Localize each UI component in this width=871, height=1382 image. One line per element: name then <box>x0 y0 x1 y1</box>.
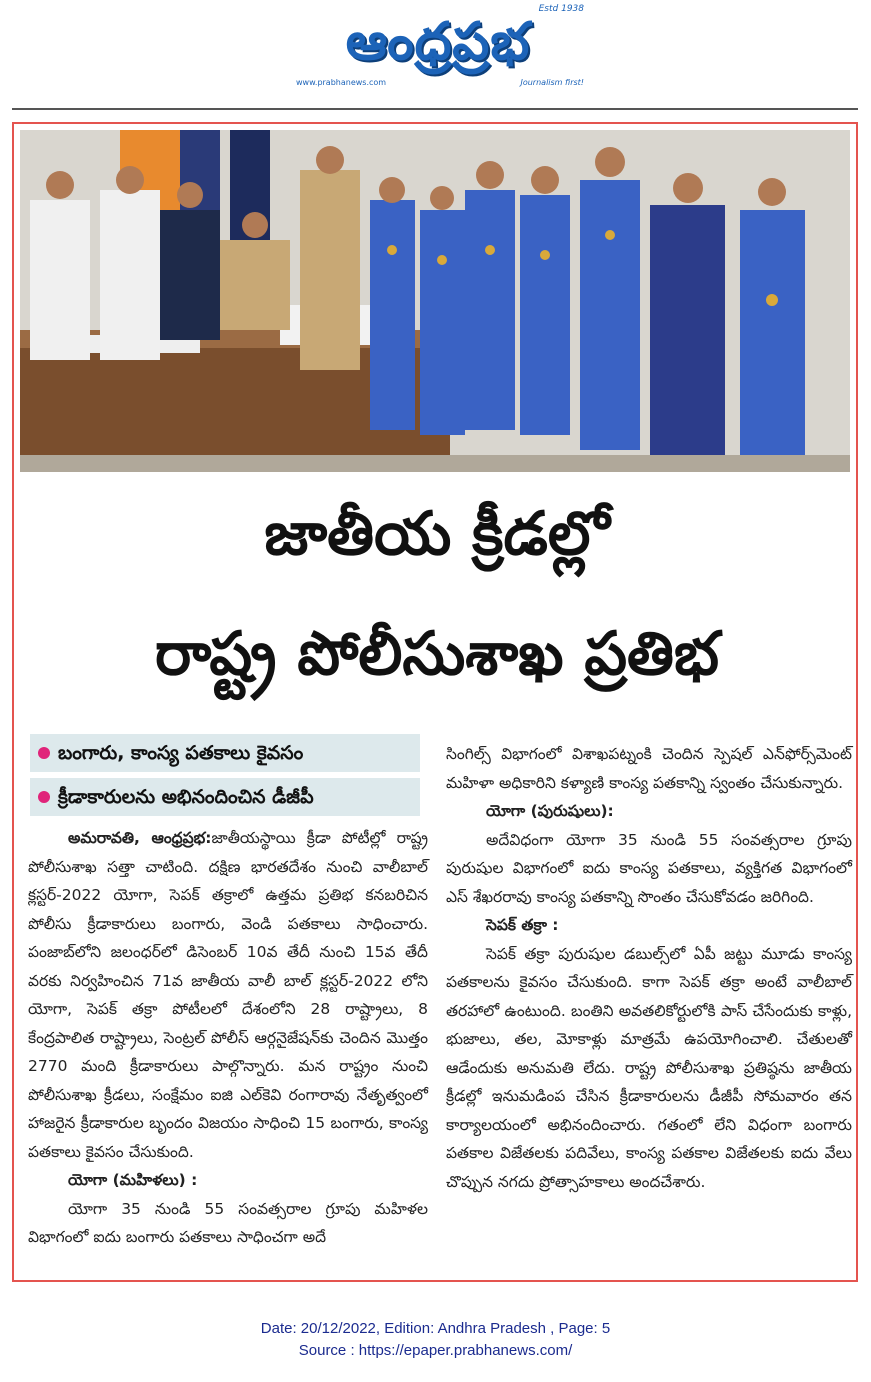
site-url: www.prabhanews.com <box>296 78 387 87</box>
article-column-left <box>28 824 428 1252</box>
footer-source: Source : https://epaper.prabhanews.com/ <box>298 1342 573 1359</box>
bullet-dot-icon <box>38 791 50 803</box>
article-paragraph: అదేవిధంగా యోగా 35 నుండి 55 సంవత్సరాల గ్రూపు పురుషుల విభాగంలో ఐదు కాంస్య పతకాలు, వ్యక్తిగత విభాగంలో ఎస్ శేఖరరావు కాంస్య పతకాన్ని సొంతం చేసుకోవడం జరిగింది. <box>446 830 852 906</box>
estd-label: Estd 1938 <box>538 4 584 14</box>
article-paragraph: యోగా 35 నుండి 55 సంవత్సరాల గ్రూపు మహిళల విభాగంలో ఐదు బంగారు పతకాలు సాధించగా అదే <box>28 1199 428 1246</box>
tagline: Journalism first! <box>520 78 584 87</box>
highlight-item <box>30 778 420 816</box>
logo-wordmark: ఆంధ్రప్రభ <box>345 12 531 72</box>
paragraph-text: జాతీయస్థాయి క్రీడా పోటీల్లో రాష్ట్ర పోలీసుశాఖ సత్తా చాటింది. దక్షిణ భారతదేశం నుంచి వాలీబాల్ క్లస్టర్-2022 యోగా, సెపక్ తక్రాలో ఉత్తమ ప్రతిభ కనబరిచిన పోలీసు క్రీడాకారులు బంగారు, వెండి పతకాలు సాధించారు. పంజాబ్‌లోని జలంధర్‌లో డిసెంబర్ 10వ తేదీ నుంచి 15వ తేదీ వరకు నిర్వహించిన 71వ జాతీయ వాలీ బాల్ క్లస్టర్-2022 లోని యోగా, సెపక్ తక్రా పోటీలలో దేశంలోని 28 రాష్ట్రాలు, 8 కేంద్రపాలిత రాష్ట్రాలు, సెంట్రల్ పోలీస్ ఆర్గనైజేషన్‌కు చెందిన మొత్తం 2770 మంది క్రీడాకారులు పాల్గొన్నారు. మన రాష్ట్రం నుంచి పోలీసుశాఖ క్రీడలు, సంక్షేమం ఐజి ఎల్‌కెవి రంగారావు నేతృత్వంలో హాజరైన క్రీడాకారుల బృందం విజయం సాధించి 15 బంగారు, కాంస్య పతకాలు కైవసం చేసుకుంది. <box>28 829 428 1161</box>
highlight-item <box>30 734 420 772</box>
subheading: యోగా (మహిళలు) : <box>68 1171 198 1189</box>
headline-line-1: జాతీయ క్రీడల్లో <box>264 499 610 569</box>
dateline: అమరావతి, ఆంధ్రప్రభ: <box>68 829 212 847</box>
subheading: యోగా (పురుషులు): <box>486 802 614 820</box>
article-column-right <box>446 740 852 1196</box>
article-paragraph: సెపక్ తక్రా పురుషుల డబుల్స్‌లో ఏపీ జట్టు మూడు కాంస్య పతకాలను కైవసం చేసుకుంది. కాగా సెపక్ తక్రా అంటే వాలీబాల్ తరహాలో ఉంటుంది. బంతిని అవతలికోర్టులోకి పాస్ చేసేందుకు కాళ్లు, భుజాలు, తల, మోకాళ్లు మాత్రమే ఉపయోగించాలి. చేతులతో ఆడేందుకు అనుమతి లేదు. రాష్ట్ర పోలీసుశాఖ ప్రతిష్ఠను జాతీయ క్రీడల్లో ఇనుమడింప చేసిన క్రీడాకారులను డీజీపీ సోమవారం తన కార్యాలయంలో అభినందించారు. గతంలో లేని విధంగా బంగారు పతకాల విజేతలకు పదివేలు, కాంస్య పతకాల విజేతలకు ఐదు వేలు చొప్పున నగదు ప్రోత్సాహకాలు అందచేశారు. <box>446 944 852 1191</box>
masthead-rule <box>12 108 858 110</box>
highlight-text: బంగారు, కాంస్య పతకాలు కైవసం <box>58 742 304 764</box>
page-footer <box>0 1318 871 1362</box>
article-paragraph: సింగిల్స్ విభాగంలో విశాఖపట్నంకి చెందిన స్పెషల్ ఎన్‌ఫోర్స్‌మెంట్ మహిళా అధికారిని కళ్యాణి కాంస్య పతకాన్ని స్వంతం చేసుకున్నారు. <box>446 745 852 792</box>
newspaper-logo <box>290 4 586 90</box>
headline-line-2: రాష్ట్ర పోలీసుశాఖ ప్రతిభ <box>155 619 719 689</box>
group-photo <box>20 130 850 472</box>
masthead <box>0 0 871 108</box>
article-paragraph <box>28 824 428 1166</box>
bullet-dot-icon <box>38 747 50 759</box>
highlights-box <box>30 734 420 822</box>
group-photo-illustration <box>20 130 850 472</box>
news-article <box>12 122 858 1282</box>
footer-date-edition: Date: 20/12/2022, Edition: Andhra Pradesh , Page: 5 <box>260 1320 611 1337</box>
highlight-text: క్రీడాకారులను అభినందించిన డీజీపీ <box>58 786 314 808</box>
subheading: సెపక్ తక్రా : <box>486 916 559 934</box>
